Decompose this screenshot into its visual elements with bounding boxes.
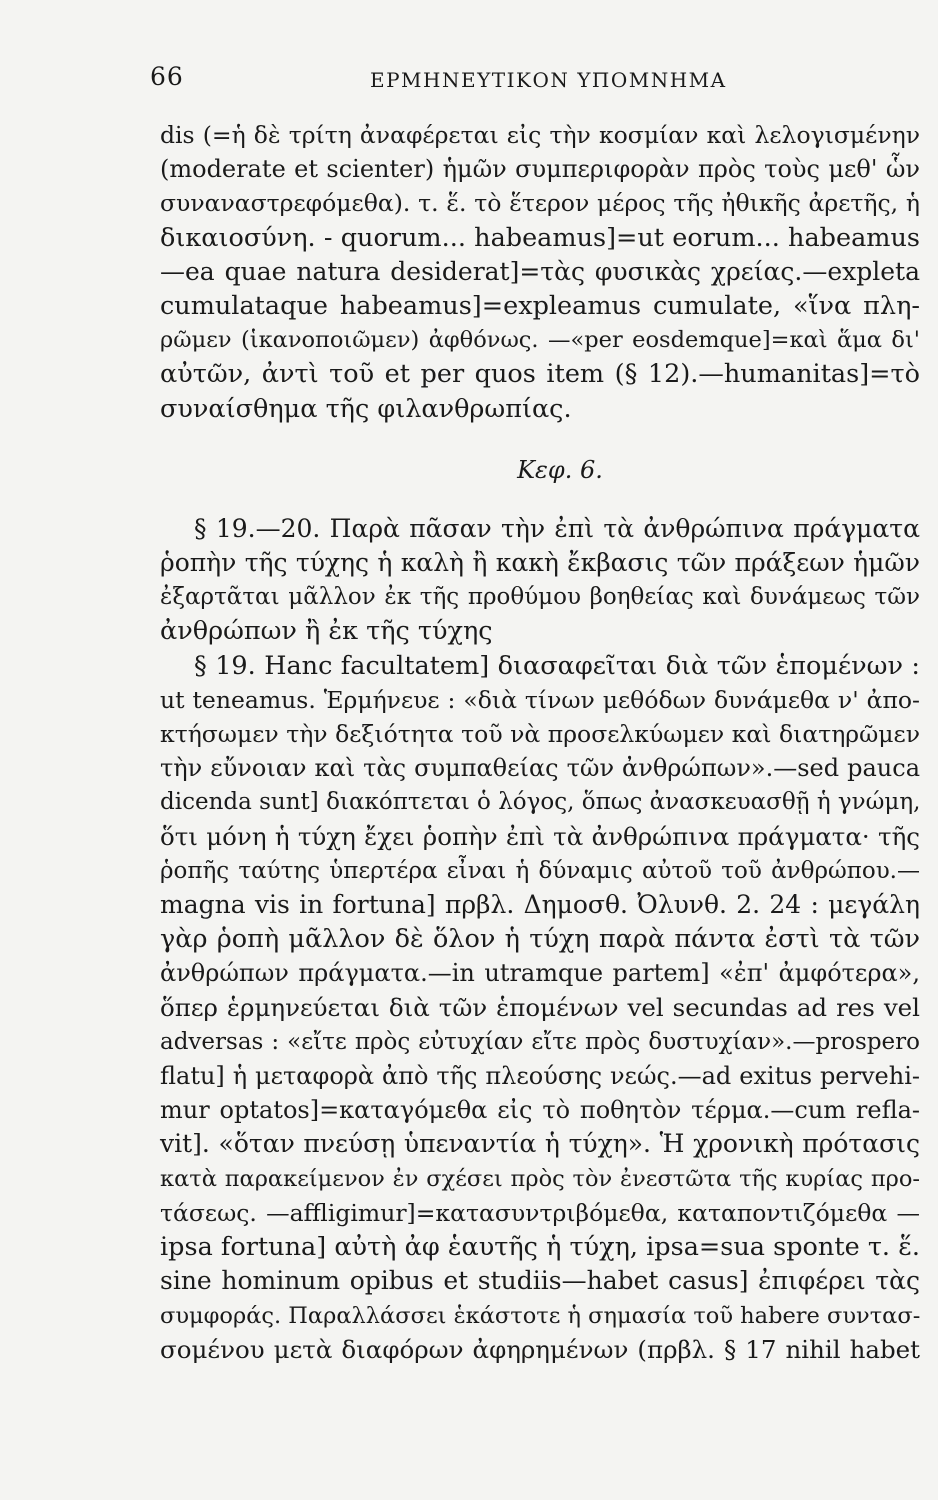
text-line: flatu] ἡ μεταφορὰ ἀπὸ τῆς πλεούσης νεώς.—ad exitus pervehi- (160, 1062, 920, 1091)
text-line: adversas : «εἴτε πρὸς εὐτυχίαν εἴτε πρὸς δυστυχίαν».—prospero (160, 1028, 920, 1055)
text-line: σομένου μετὰ διαφόρων ἀφηρημένων (πρβλ. § 17 nihil habet (160, 1334, 920, 1364)
running-title: ΕΡΜΗΝΕΥΤΙΚΟΝ ΥΠΟΜΝΗΜΑ (370, 68, 727, 92)
page-header (150, 62, 920, 102)
text-line: ρῶμεν (ἱκανοποιῶμεν) ἀφθόνως. —«per eosdemque]=καὶ ἅμα δι' (160, 327, 920, 354)
text-line: ut teneamus. Ἑρμήνευε : «διὰ τίνων μεθόδων δυνάμεθα ν' ἀπο- (160, 685, 920, 714)
text-line: magna vis in fortuna] πρβλ. Δημοσθ. Ὀλυνθ. 2. 24 : μεγάλη (160, 890, 920, 920)
chapter-summary (160, 512, 920, 649)
text-line: συναναστρεφόμεθα). τ. ἕ. τὸ ἕτερον μέρος τῆς ἠθικῆς ἀρετῆς, ἡ (160, 189, 920, 218)
text-line: συμφοράς. Παραλλάσσει ἑκάστοτε ἡ σημασία τοῦ habere συντασ- (160, 1302, 921, 1329)
text-line: ἀνθρώπων πράγματα.—in utramque partem] «ἐπ' ἀμφότερα», (160, 959, 920, 988)
text-line: cumulataque habeamus]=expleamus cumulate, «ἵνα πλη- (160, 291, 920, 322)
text-line: ὅπερ ἑρμηνεύεται διὰ τῶν ἑπομένων vel secundas ad res vel (160, 992, 920, 1022)
text-line: ῥοπῆς ταύτης ὑπερτέρα εἶναι ἡ δύναμις αὐτοῦ τοῦ ἀνθρώπου.— (160, 857, 920, 884)
text-line: γὰρ ῥοπὴ μᾶλλον δὲ ὅλον ἡ τύχη παρὰ πάντα ἐστὶ τὰ τῶν (160, 924, 920, 955)
text-line: —ea quae natura desiderat]=τὰς φυσικὰς χρείας.—expleta (160, 256, 920, 286)
text-line: § 19.—20. Παρὰ πᾶσαν τὴν ἐπὶ τὰ ἀνθρώπινα πράγματα (194, 513, 920, 543)
text-line: δικαιοσύνη. - quorum... habeamus]=ut eorum... habeamus (160, 222, 920, 253)
text-line: αὐτῶν, ἀντὶ τοῦ et per quos item (§ 12).—humanitas]=τὸ (160, 359, 920, 390)
text-line: ἐξαρτᾶται μᾶλλον ἐκ τῆς προθύμου βοηθείας καὶ δυνάμεως τῶν (160, 584, 920, 611)
text-line: συναίσθημα τῆς φιλανθρωπίας. (160, 393, 572, 424)
text-line: (moderate et scienter) ἡμῶν συμπεριφορὰν πρὸς τοὺς μεθ' ὧν (160, 155, 920, 184)
text-line: τάσεως. —affligimur]=κατασυντριβόμεθα, καταποντιζόμεθα — (160, 1198, 920, 1227)
text-line: dis (=ἡ δὲ τρίτη ἀναφέρεται εἰς τὴν κοσμίαν καὶ λελογισμένην (160, 121, 920, 149)
page-number: 66 (150, 62, 184, 91)
text-line: ὅτι μόνη ἡ τύχη ἔχει ῥοπὴν ἐπὶ τὰ ἀνθρώπινα πράγματα· τῆς (160, 821, 920, 851)
text-line: κτήσωμεν τὴν δεξιότητα τοῦ νὰ προσελκύωμεν καὶ διατηρῶμεν (160, 720, 920, 749)
text-line: ῥοπὴν τῆς τύχης ἡ καλὴ ἢ κακὴ ἔκβασις τῶν πράξεων ἡμῶν (160, 548, 920, 578)
text-line: mur optatos]=καταγόμεθα εἰς τὸ ποθητὸν τέρμα.—cum refla- (160, 1096, 920, 1125)
text-line: ipsa fortuna] αὐτὴ ἀφ ἑαυτῆς ἡ τύχη, ipsa=sua sponte τ. ἕ. (160, 1232, 920, 1263)
text-line: κατὰ παρακείμενον ἐν σχέσει πρὸς τὸν ἐνεστῶτα τῆς κυρίας προ- (160, 1165, 920, 1192)
text-line: § 19. Hanc facultatem] διασαφεῖται διὰ τῶν ἑπομένων : (194, 650, 920, 681)
page-body (160, 118, 920, 1367)
commentary-paragraph-2 (160, 649, 920, 1367)
text-line: dicenda sunt] διακόπτεται ὁ λόγος, ὅπως ἀνασκευασθῇ ἡ γνώμη, (160, 789, 921, 816)
text-line: sine hominum opibus et studiis—habet casus] ἐπιφέρει τὰς (160, 1266, 920, 1296)
commentary-paragraph-1 (160, 118, 920, 426)
text-line: τὴν εὔνοιαν καὶ τὰς συμπαθείας τῶν ἀνθρώπων».—sed pauca (160, 754, 920, 783)
chapter-heading: Κεφ. 6. (517, 455, 603, 484)
text-line: vit]. «ὅταν πνεύσῃ ὑπεναντία ἡ τύχη». Ἡ χρονικὴ πρότασις (160, 1129, 920, 1159)
text-line: ἀνθρώπων ἢ ἐκ τῆς τύχης (160, 616, 493, 647)
